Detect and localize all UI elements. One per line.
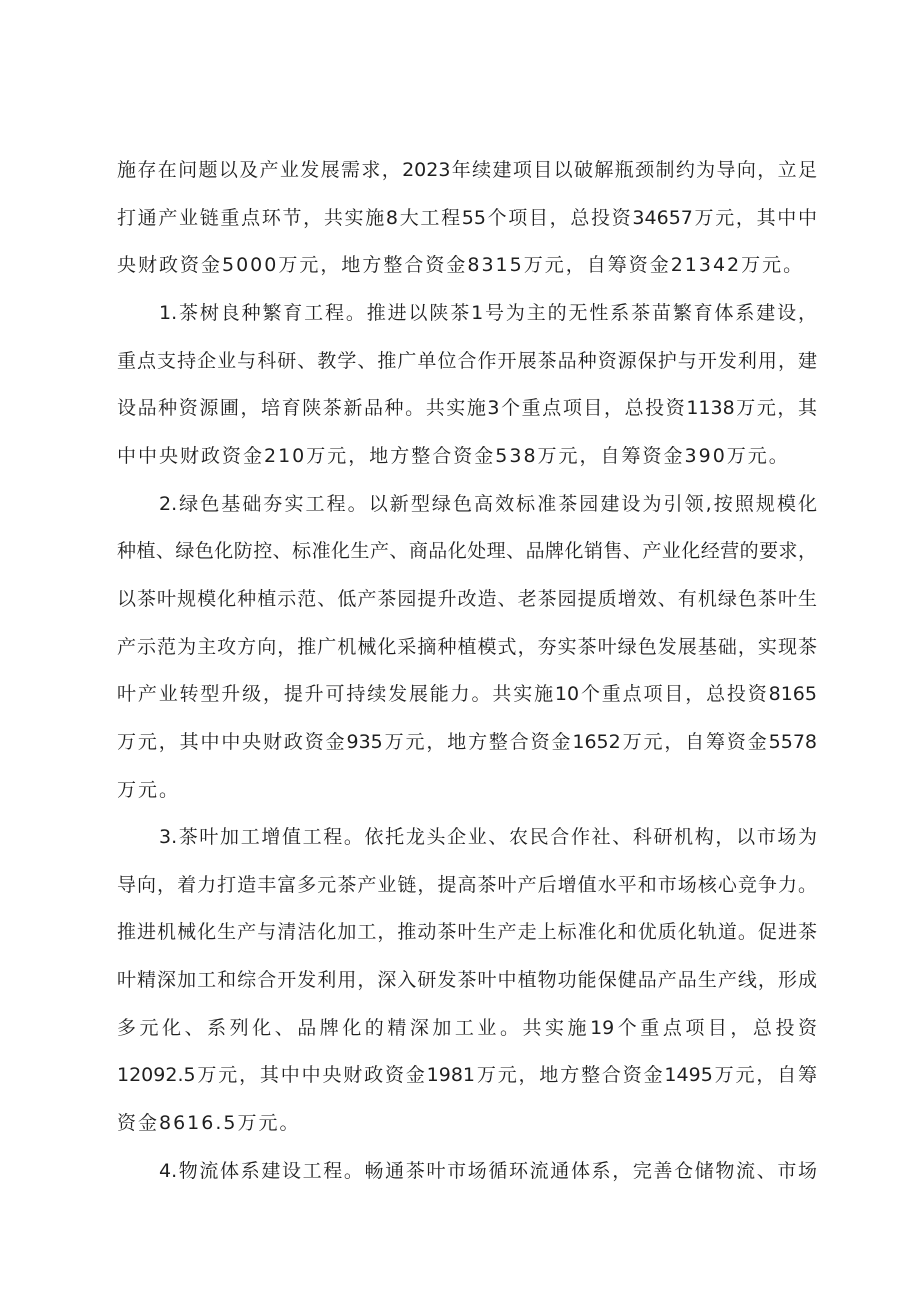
text-line: 中中央财政资金210万元，地方整合资金538万元，自筹资金390万元。 <box>117 445 790 467</box>
text-line: 万元。 <box>117 779 181 801</box>
text-line: 施存在问题以及产业发展需求，2023年续建项目以破解瓶颈制约为导向，立足 <box>117 159 817 181</box>
text-line: 种植、绿色化防控、标准化生产、商品化处理、品牌化销售、产业化经营的要求， <box>117 540 817 562</box>
text-line: 推进机械化生产与清洁化加工，推动茶叶生产走上标准化和优质化轨道。促进茶 <box>117 921 817 943</box>
text-line: 设品种资源圃，培育陕茶新品种。共实施3个重点项目，总投资1138万元，其 <box>117 397 817 419</box>
text-line: 12092.5万元，其中中央财政资金1981万元，地方整合资金1495万元，自筹 <box>117 1064 817 1086</box>
text-line: 资金8616.5万元。 <box>117 1112 301 1134</box>
section-3-heading-line: 3.茶叶加工增值工程。依托龙头企业、农民合作社、科研机构，以市场为 <box>159 826 817 848</box>
text-line: 央财政资金5000万元，地方整合资金8315万元，自筹资金21342万元。 <box>117 254 805 276</box>
text-line: 万元，其中中央财政资金935万元，地方整合资金1652万元，自筹资金5578 <box>117 731 817 753</box>
text-line: 以茶叶规模化种植示范、低产茶园提升改造、老茶园提质增效、有机绿色茶叶生 <box>117 588 817 610</box>
text-line: 叶精深加工和综合开发利用，深入研发茶叶中植物功能保健品产品生产线，形成 <box>117 969 817 991</box>
text-line: 产示范为主攻方向，推广机械化采摘种植模式，夯实茶叶绿色发展基础，实现茶 <box>117 636 817 658</box>
text-line: 重点支持企业与科研、教学、推广单位合作开展茶品种资源保护与开发利用，建 <box>117 350 817 372</box>
text-line: 叶产业转型升级，提升可持续发展能力。共实施10个重点项目，总投资8165 <box>117 683 817 705</box>
text-line: 多元化、系列化、品牌化的精深加工业。共实施19个重点项目，总投资 <box>117 1017 817 1039</box>
text-line: 导向，着力打造丰富多元茶产业链，提高茶叶产后增值水平和市场核心竞争力。 <box>117 874 817 896</box>
text-line: 打通产业链重点环节，共实施8大工程55个项目，总投资34657万元，其中中 <box>117 207 817 229</box>
section-1-heading-line: 1.茶树良种繁育工程。推进以陕茶1号为主的无性系茶苗繁育体系建设， <box>159 302 817 324</box>
section-2-heading-line: 2.绿色基础夯实工程。以新型绿色高效标准茶园建设为引领,按照规模化 <box>159 493 817 515</box>
section-4-heading-line: 4.物流体系建设工程。畅通茶叶市场循环流通体系，完善仓储物流、市场 <box>159 1160 817 1182</box>
